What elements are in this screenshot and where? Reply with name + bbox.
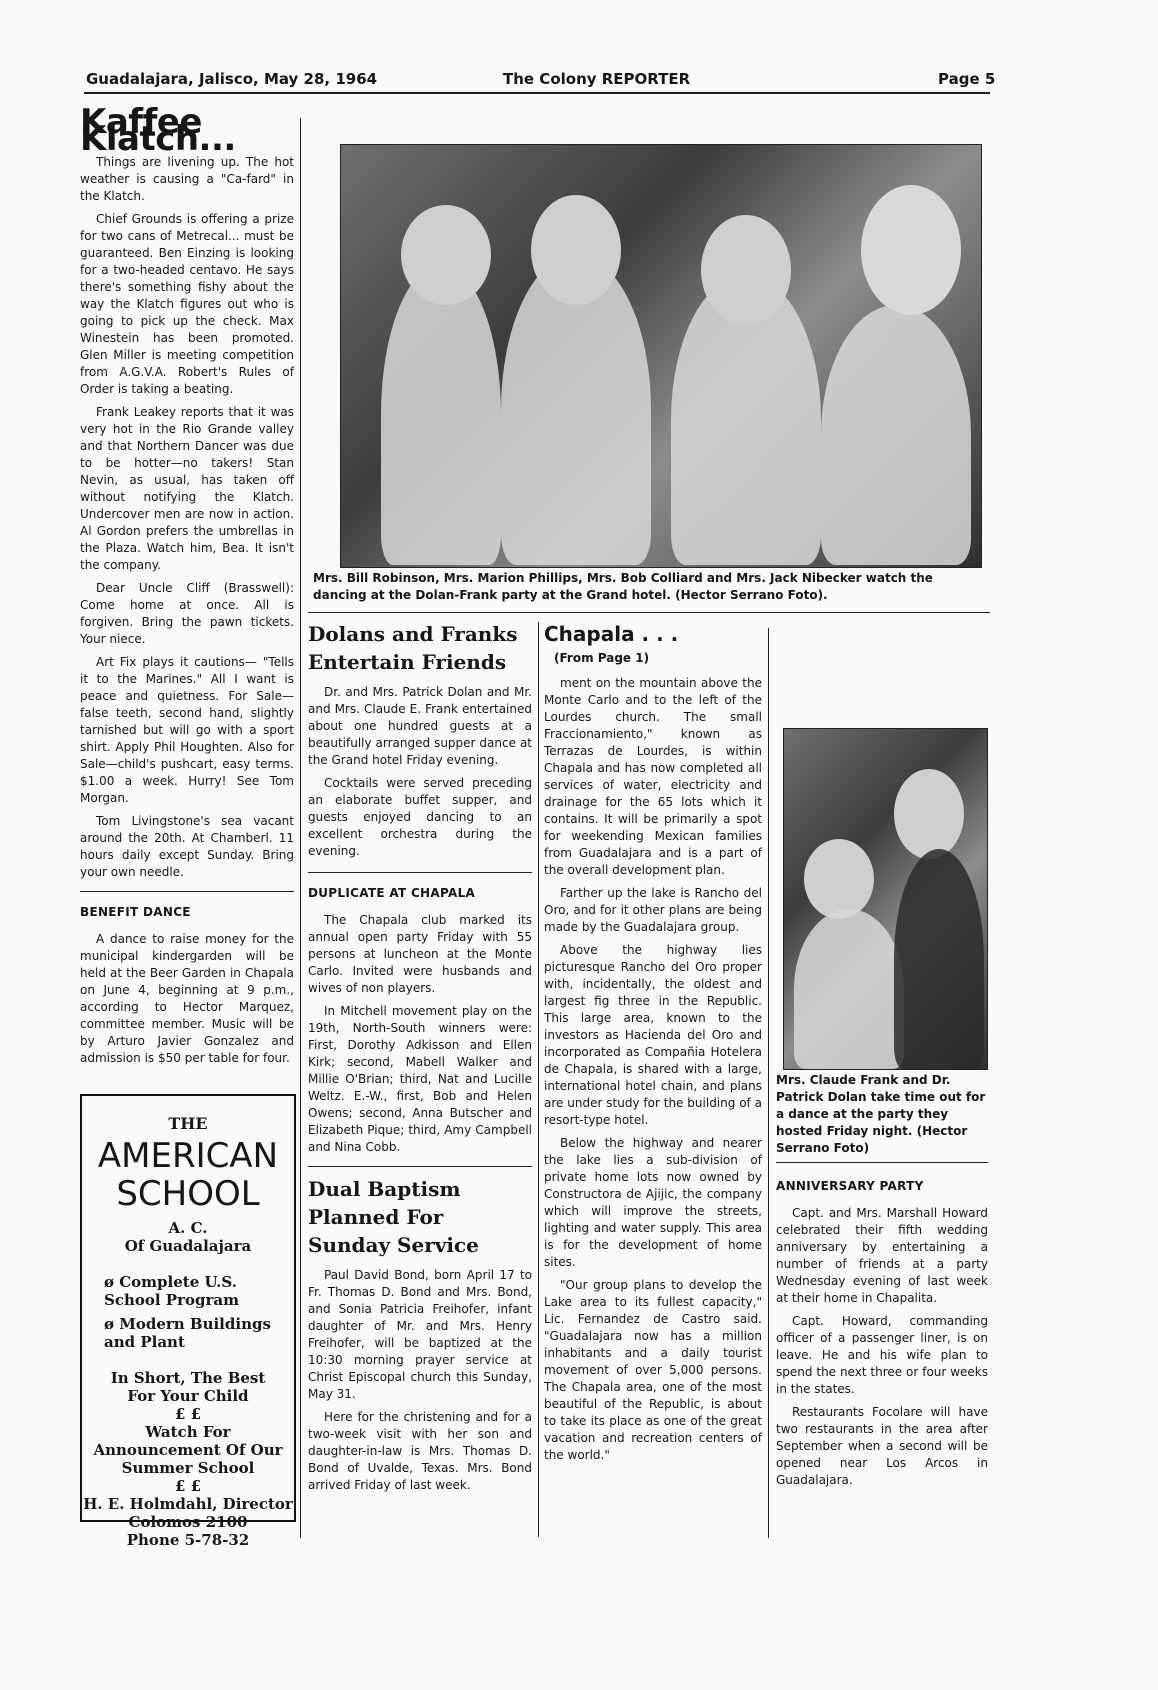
chapala-headline: Chapala . . . bbox=[544, 622, 679, 646]
kaffee-para: Chief Grounds is offering a prize for two cans of Metrecal... must be guaranteed. Ben Einzing is looking for a two-headed centavo. He says there's something fishy about the way the Klatch figures out who is going to pick up the check. Max Winestein has been promoted. Glen Miller is meeting competition from A.G.V.A. Robert's Rules of Order is taking a beating. bbox=[80, 212, 294, 396]
duplicate-para: In Mitchell movement play on the 19th, North-South winners were: First, Dorothy Adkisson and Ellen Kirk; second, Mabell Walker and Millie O'Brian; third, Nat and Lucille Weltz. E.-W., first, Bob and Helen Owens; second, Anna Butscher and Elizabeth Pique; third, Amy Campbell and Nina Cobb. bbox=[308, 1004, 532, 1154]
figure-man bbox=[894, 849, 984, 1069]
chapala-para: Above the highway lies picturesque Rancho del Oro proper with, incidentally, the oldest and largest fig three in the Republic. This large area, known to the investors as Hacienda del Oro and incorporated as Compañia Hotelera de Chapala, is shared with a large, international hotel chain, and plans are under study for the building of a resort-type hotel. bbox=[544, 943, 762, 1127]
anniversary-rule bbox=[776, 1162, 988, 1163]
ad-school: SCHOOL bbox=[116, 1174, 260, 1214]
anniversary-para: Restaurants Focolare will have two restaurants in the area after September when a second will be opened near Los Arcos in Guadalajara. bbox=[776, 1405, 988, 1487]
benefit-dance-title: BENEFIT DANCE bbox=[80, 905, 191, 919]
ad-ac: A. C. bbox=[168, 1219, 208, 1237]
face-3 bbox=[701, 215, 791, 325]
chapala-para: "Our group plans to develop the Lake area to its fullest capacity," Lic. Fernandez de Castro said. "Guadalajara now has a million inhabitants and a daily tourist movement of over 5,000 persons. The Chapala area, one of the most beautiful of the Republic, is about to take its place as one of the great vacation and recreation centers of the world." bbox=[544, 1278, 762, 1462]
face-woman bbox=[804, 839, 874, 919]
column-rule-2 bbox=[538, 622, 539, 1537]
ad-symbols: £ £ bbox=[174, 1477, 202, 1495]
face-1 bbox=[401, 205, 491, 305]
benefit-para: A dance to raise money for the municipal kindergarden will be held at the Beer Garden in Chapala on June 4, beginning at 9 p.m., according to Hector Marquez, committee member. Music will be by Arturo Javier Gonzalez and admission is $50 per table for four. bbox=[80, 932, 294, 1065]
dolans-column bbox=[308, 620, 532, 1500]
anniversary-para: Capt. Howard, commanding officer of a passenger liner, is on leave. He and his wife plan to spend the next three or four weeks in the states. bbox=[776, 1314, 988, 1396]
ad-phone: Phone 5-78-32 bbox=[126, 1531, 250, 1549]
figure-4 bbox=[821, 305, 971, 565]
ad-american: AMERICAN bbox=[97, 1136, 279, 1176]
kaffee-para: Frank Leakey reports that it was very hot in the Rio Grande valley and that Northern Dancer was due to be hotter—no takers! Stan Nevin, as usual, has taken off without notifying the Klatch. Undercover men are now in action. Al Gordon prefers the umbrellas in the Plaza. Watch him, Bea. It isn't the company. bbox=[80, 405, 294, 572]
chapala-para: ment on the mountain above the Monte Carlo and to the left of the Lourdes church. The small Fraccionamiento," known as Terrazas de Lourdes, is within Chapala and has now completed all services of water, electricity and drainage for the 65 lots which it contains. It will be primarily a spot for weekending Mexican families from Guadalajara and is a part of the overall development plan. bbox=[544, 676, 762, 877]
party-photo bbox=[340, 144, 982, 568]
baptism-para: Paul David Bond, born April 17 to Fr. Thomas D. Bond and Mrs. Bond, and Sonia Patricia Freihofer, infant daughter of Mr. and Mrs. Henry Freihofer, will be baptized at the 10:30 morning prayer service at Christ Episcopal church this Sunday, May 31. bbox=[308, 1268, 532, 1401]
header-rule bbox=[84, 92, 990, 94]
anniversary-para: Capt. and Mrs. Marshall Howard celebrated their fifth wedding anniversary by entertaining a number of friends at a party Wednesday evening of last week at their home in Chapalita. bbox=[776, 1206, 988, 1305]
american-school-ad bbox=[80, 1094, 296, 1549]
figure-1 bbox=[381, 265, 501, 565]
duplicate-title: DUPLICATE AT CHAPALA bbox=[308, 886, 476, 900]
figure-woman bbox=[794, 909, 904, 1069]
photo1-caption: Mrs. Bill Robinson, Mrs. Marion Phillips, Mrs. Bob Colliard and Mrs. Jack Nibecker watch the dancing at the Dolan-Frank party at the Grand hotel. (Hector Serrano Foto). bbox=[313, 571, 933, 602]
ad-bullet-buildings: ø Modern Buildings and Plant bbox=[104, 1315, 271, 1351]
dateline: Guadalajara, Jalisco, May 28, 1964 bbox=[86, 70, 378, 88]
column-rule-1 bbox=[300, 118, 301, 1538]
ad-of-guadalajara: Of Guadalajara bbox=[124, 1237, 252, 1255]
page-number: Page 5 bbox=[938, 70, 996, 88]
ad-the: THE bbox=[168, 1114, 208, 1133]
baptism-headline: Dual Baptism Planned For Sunday Service bbox=[308, 1177, 479, 1257]
duplicate-para: The Chapala club marked its annual open party Friday with 55 persons at luncheon at the Monte Carlo. Invited were husbands and wives of non players. bbox=[308, 913, 532, 995]
dance-photo bbox=[783, 728, 988, 1070]
kaffee-klatch-column bbox=[80, 102, 294, 1073]
kaffee-para: Things are livening up. The hot weather is causing a "Ca-fard" in the Klatch. bbox=[80, 155, 294, 203]
baptism-para: Here for the christening and for a two-week visit with her son and daughter-in-law is Mrs. Thomas D. Bond of Uvalde, Texas. Mrs. Bond arrived Friday of last week. bbox=[308, 1410, 532, 1492]
kaffee-klatch-title: Kaffee Klatch... bbox=[80, 102, 236, 159]
dolans-para: Cocktails were served preceding an elaborate buffet supper, and guests enjoyed dancing to an excellent orchestra during the evening. bbox=[308, 776, 532, 858]
face-2 bbox=[531, 195, 621, 305]
dolans-para: Dr. and Mrs. Patrick Dolan and Mr. and Mrs. Claude E. Frank entertained about one hundred guests at a beautifully arranged supper dance at the Grand hotel Friday evening. bbox=[308, 685, 532, 767]
ad-watch: Watch For Announcement Of Our Summer School bbox=[93, 1423, 283, 1477]
photo2-caption: Mrs. Claude Frank and Dr. Patrick Dolan take time out for a dance at the party they hosted Friday night. (Hector Serrano Foto) bbox=[776, 1073, 986, 1155]
kaffee-para: Dear Uncle Cliff (Brasswell): Come home at once. All is forgiven. Bring the pawn tickets. Your niece. bbox=[80, 581, 294, 646]
dolans-headline: Dolans and Franks Entertain Friends bbox=[308, 622, 518, 674]
kaffee-para: Art Fix plays it cautions— "Tells it to the Marines." All I want is peace and quietness. For Sale—false teeth, second hand, slightly tarnished but will go with a sport shirt. Apply Phil Houghten. Also for Sale—child's pushcart, easy terms. $1.00 a week. Hurry! See Tom Morgan. bbox=[80, 655, 294, 805]
anniversary-title: ANNIVERSARY PARTY bbox=[776, 1179, 924, 1193]
ad-address: Colomos 2100 bbox=[128, 1513, 248, 1531]
paper-name: The Colony REPORTER bbox=[503, 70, 691, 88]
ad-short: In Short, The Best For Your Child bbox=[110, 1369, 266, 1405]
chapala-from: (From Page 1) bbox=[554, 651, 650, 665]
face-4 bbox=[861, 185, 961, 315]
chapala-para: Below the highway and nearer the lake lies a sub-division of private home lots now owned by Constructora de Ajijic, the company which will improve the streets, lighting and water supply. This area is for the development of home sites. bbox=[544, 1136, 762, 1269]
column-rule-3 bbox=[768, 628, 769, 1538]
anniversary-column bbox=[776, 1172, 988, 1495]
ad-bullet-program: ø Complete U.S. School Program bbox=[104, 1273, 239, 1309]
ad-director: H. E. Holmdahl, Director bbox=[83, 1495, 293, 1513]
face-man bbox=[894, 769, 964, 859]
caption-rule bbox=[308, 612, 990, 613]
ad-symbols: £ £ bbox=[174, 1405, 202, 1423]
chapala-para: Farther up the lake is Rancho del Oro, and for it other plans are being made by the Guadalajara group. bbox=[544, 886, 762, 934]
chapala-column bbox=[544, 620, 762, 1470]
kaffee-para: Tom Livingstone's sea vacant around the 20th. At Chamberl. 11 hours daily except Sunday. Bring your own needle. bbox=[80, 814, 294, 879]
